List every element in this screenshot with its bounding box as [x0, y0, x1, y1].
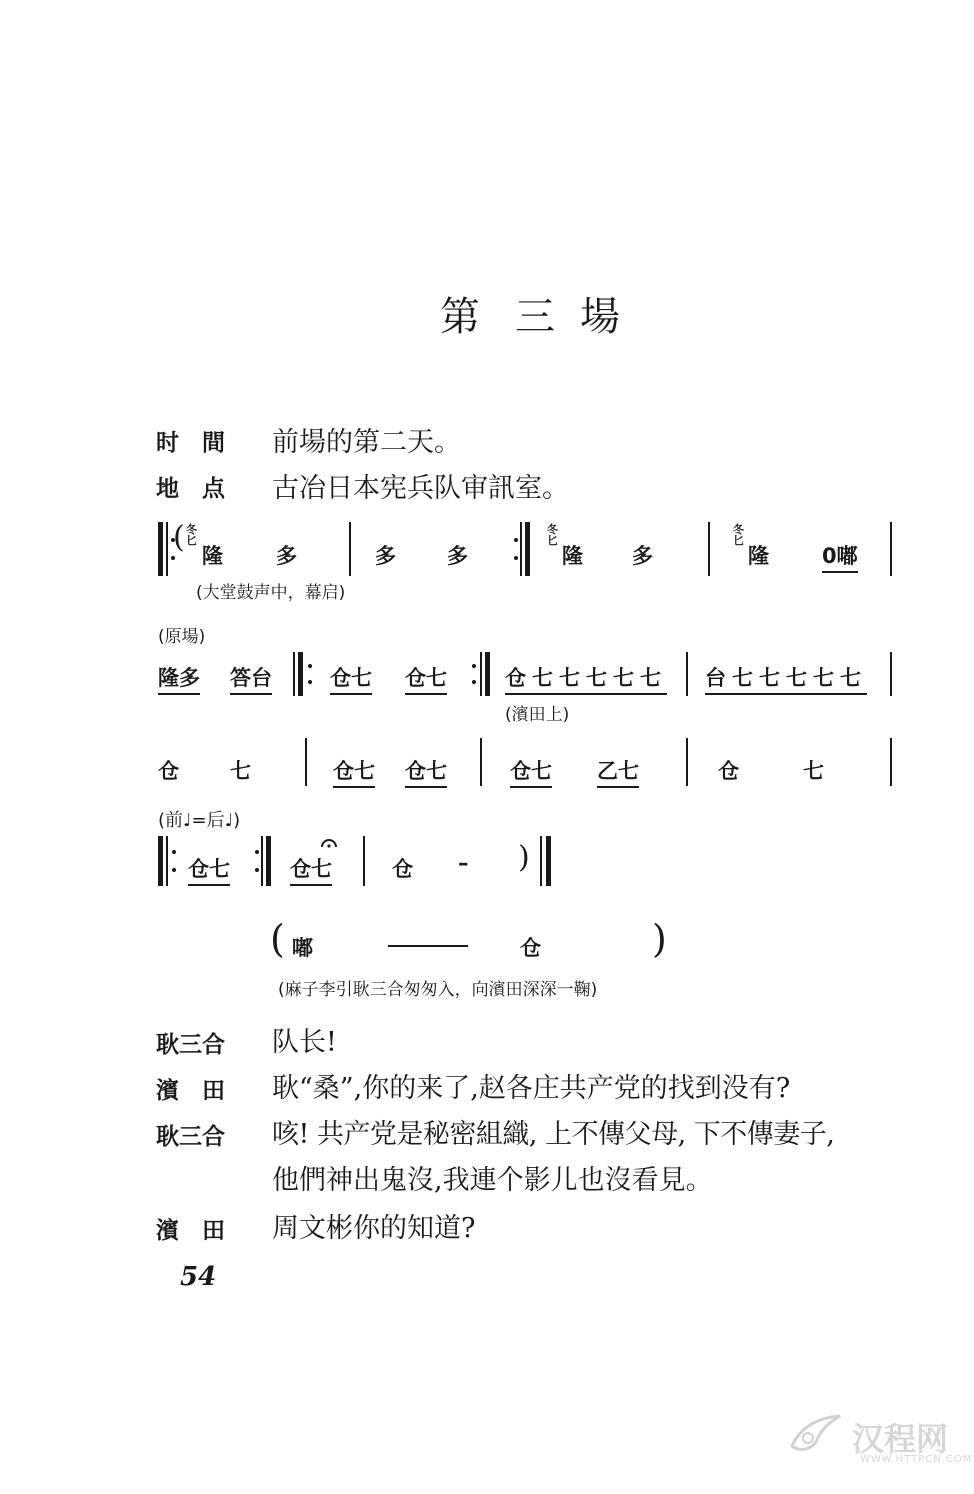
barline	[349, 522, 351, 576]
repeat-dot	[255, 850, 259, 854]
speaker-label: 耿三合	[156, 1124, 225, 1150]
speaker-label: 濱 田	[156, 1218, 225, 1244]
dialogue-line: 咳! 共产党是秘密組織, 上不傳父母, 下不傳妻子,	[272, 1119, 835, 1150]
repeat-dot	[308, 680, 312, 684]
beat: 仓	[718, 759, 739, 783]
dialogue-line: 周文彬你的知道?	[272, 1213, 476, 1244]
repeat-start-bar	[298, 652, 303, 696]
repeat-end-thin-bar	[261, 836, 263, 886]
sustain-dash	[388, 945, 468, 947]
tempo-note: (前♩=后♩)	[158, 810, 241, 831]
barline	[890, 522, 892, 576]
repeat-dot	[171, 556, 175, 560]
barline	[305, 738, 307, 786]
speaker-label: 耿三合	[156, 1032, 225, 1058]
place-label: 地 点	[156, 476, 225, 502]
page-number: 54	[180, 1262, 217, 1292]
barline	[686, 738, 688, 786]
repeat-dot	[308, 664, 312, 668]
beat: 答台	[230, 662, 272, 695]
beat: 仓	[520, 936, 541, 960]
speaker-label: 濱 田	[156, 1078, 225, 1104]
time-text: 前場的第二天。	[272, 427, 461, 458]
repeat-start-bar	[158, 836, 163, 886]
barline	[890, 652, 892, 696]
drum-stroke-mark: 冬匕	[186, 523, 197, 547]
barline	[708, 522, 710, 576]
close-paren: )	[652, 917, 667, 961]
barline	[890, 738, 892, 786]
watermark-logo-text: 汉程网	[852, 1420, 949, 1458]
repeat-end-thin-bar	[520, 522, 522, 576]
beat: 仓七	[188, 853, 230, 886]
beat: 多	[375, 544, 396, 568]
watermark-url: WWW.HTTPCN.COM	[860, 1454, 973, 1465]
scene-title-char-2: 三	[515, 294, 555, 340]
repeat-start-thin-bar	[166, 836, 168, 886]
close-paren: )	[518, 840, 530, 875]
beat: 多	[447, 544, 468, 568]
beat: 隆	[748, 544, 769, 568]
stage-note: (大堂鼓声中，幕启)	[196, 583, 346, 603]
beat: 仓七	[510, 755, 552, 788]
beat: 隆多	[158, 662, 200, 695]
repeat-start-thin-bar	[166, 522, 168, 576]
repeat-dot	[172, 850, 176, 854]
open-paren: (	[270, 917, 285, 961]
beat: 仓七	[405, 755, 447, 788]
repeat-end-bar	[266, 836, 271, 886]
repeat-dot	[514, 556, 518, 560]
beat: 仓七	[333, 755, 375, 788]
beat: 嘟	[292, 936, 313, 960]
scene-title-char-3: 場	[580, 294, 620, 340]
repeat-end-thin-bar	[480, 652, 482, 696]
beat: 乙七	[597, 755, 639, 788]
repeat-dot	[172, 868, 176, 872]
stage-note: (麻子李引耿三合匆匆入，向濱田深深一鞠)	[278, 980, 598, 1000]
repeat-start-bar	[158, 522, 163, 576]
time-label: 时 間	[156, 430, 225, 456]
stage-note: (原場)	[158, 627, 206, 647]
dialogue-line: 耿“桑”,你的来了,赵各庄共产党的找到没有?	[272, 1073, 791, 1104]
repeat-end-bar	[485, 652, 490, 696]
beat: 多	[632, 544, 653, 568]
beat: 0嘟	[822, 540, 858, 573]
drum-stroke-mark: 冬匕	[733, 523, 744, 547]
beat: 仓	[158, 759, 179, 783]
beat: 仓	[392, 857, 413, 881]
repeat-dot	[472, 664, 476, 668]
open-paren: (	[173, 520, 185, 555]
repeat-start-thin-bar	[293, 652, 295, 696]
beat: 七	[803, 759, 824, 783]
barline	[686, 652, 688, 696]
barline	[363, 836, 365, 886]
fermata-icon	[320, 834, 338, 853]
scene-title	[440, 285, 640, 340]
beat: 隆	[562, 544, 583, 568]
repeat-end-bar	[525, 522, 530, 576]
repeat-dot	[514, 538, 518, 542]
watermark-logo-icon	[786, 1408, 846, 1462]
beat: 仓七	[330, 662, 372, 695]
repeat-dot	[472, 680, 476, 684]
beat: 仓七	[290, 853, 332, 886]
beat: 隆	[202, 544, 223, 568]
drum-stroke-mark: 冬匕	[547, 523, 558, 547]
barline	[480, 738, 482, 786]
beat: 七	[230, 759, 251, 783]
beat: 台七七七七七	[705, 662, 867, 695]
stage-note: (濱田上)	[505, 705, 570, 725]
dialogue-line: 他們神出鬼沒,我連个影儿也沒看見。	[272, 1165, 713, 1196]
beat: 仓七	[405, 662, 447, 695]
beat-dash: –	[458, 851, 469, 875]
dialogue-line: 队长!	[272, 1027, 337, 1058]
beat: 仓七七七七七	[505, 662, 667, 695]
final-thin-bar	[540, 836, 542, 886]
scene-title-char-1: 第	[440, 294, 480, 340]
final-thick-bar	[546, 836, 551, 886]
beat: 多	[276, 544, 297, 568]
repeat-dot	[255, 868, 259, 872]
place-text: 古冶日本宪兵队审訊室。	[272, 473, 569, 504]
